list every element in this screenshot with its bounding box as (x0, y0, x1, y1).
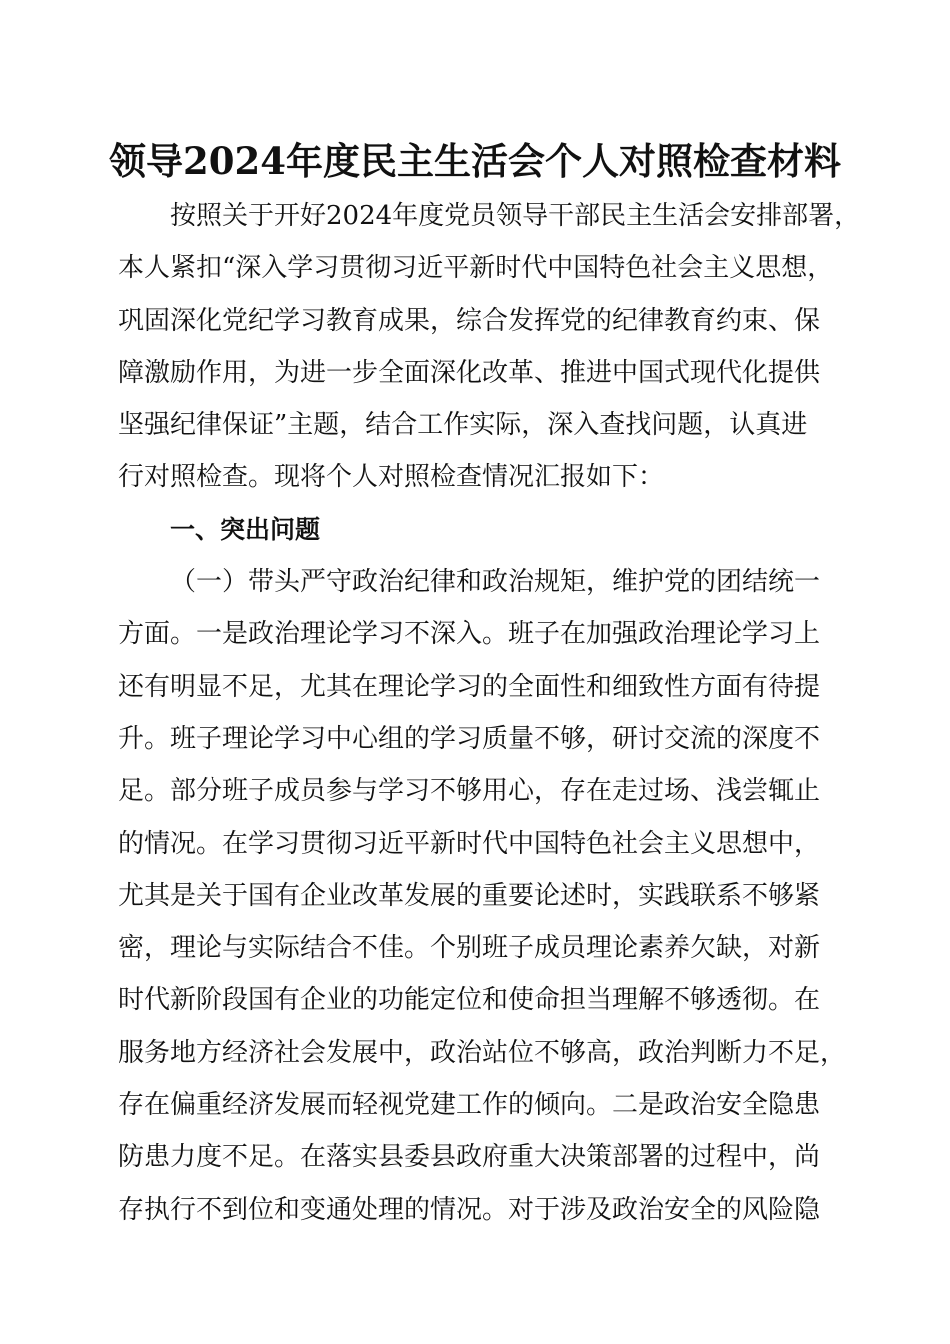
section-line: 升。班子理论学习中心组的学习质量不够，研讨交流的深度不 (118, 723, 821, 754)
section-line: 足。部分班子成员参与学习不够用心，存在走过场、浅尝辄止 (118, 776, 821, 807)
section-line: 存在偏重经济发展而轻视党建工作的倾向。二是政治安全隐患 (118, 1090, 821, 1121)
section-line: 尤其是关于国有企业改革发展的重要论述时，实践联系不够紧 (118, 880, 821, 911)
section-line: （一）带头严守政治纪律和政治规矩，维护党的团结统一 (170, 567, 821, 598)
section-line: 时代新阶段国有企业的功能定位和使命担当理解不够透彻。在 (118, 985, 821, 1016)
intro-line: 坚强纪律保证”主题，结合工作实际，深入查找问题，认真进 (118, 410, 808, 441)
document-body (118, 190, 861, 1236)
document-title: 领导2024年度民主生活会个人对照检查材料 (109, 139, 841, 183)
intro-line: 行对照检查。现将个人对照检查情况汇报如下： (118, 462, 665, 493)
section-line: 密，理论与实际结合不佳。个别班子成员理论素养欠缺，对新 (118, 933, 821, 964)
intro-line: 本人紧扣“深入学习贯彻习近平新时代中国特色社会主义思想， (118, 253, 834, 284)
section-heading: 一、突出问题 (170, 514, 321, 544)
section-line: 服务地方经济社会发展中，政治站位不够高，政治判断力不足， (118, 1037, 847, 1068)
section-line: 方面。一是政治理论学习不深入。班子在加强政治理论学习上 (118, 619, 821, 650)
section-line: 存执行不到位和变通处理的情况。对于涉及政治安全的风险隐 (118, 1194, 821, 1225)
intro-line: 巩固深化党纪学习教育成果，综合发挥党的纪律教育约束、保 (118, 305, 821, 336)
section-line: 防患力度不足。在落实县委县政府重大决策部署的过程中，尚 (118, 1142, 821, 1173)
section-line: 还有明显不足，尤其在理论学习的全面性和细致性方面有待提 (118, 671, 821, 702)
intro-line: 按照关于开好2024年度党员领导干部民主生活会安排部署， (170, 201, 861, 231)
intro-line: 障激励作用，为进一步全面深化改革、推进中国式现代化提供 (118, 357, 821, 388)
section-line: 的情况。在学习贯彻习近平新时代中国特色社会主义思想中， (118, 828, 821, 859)
